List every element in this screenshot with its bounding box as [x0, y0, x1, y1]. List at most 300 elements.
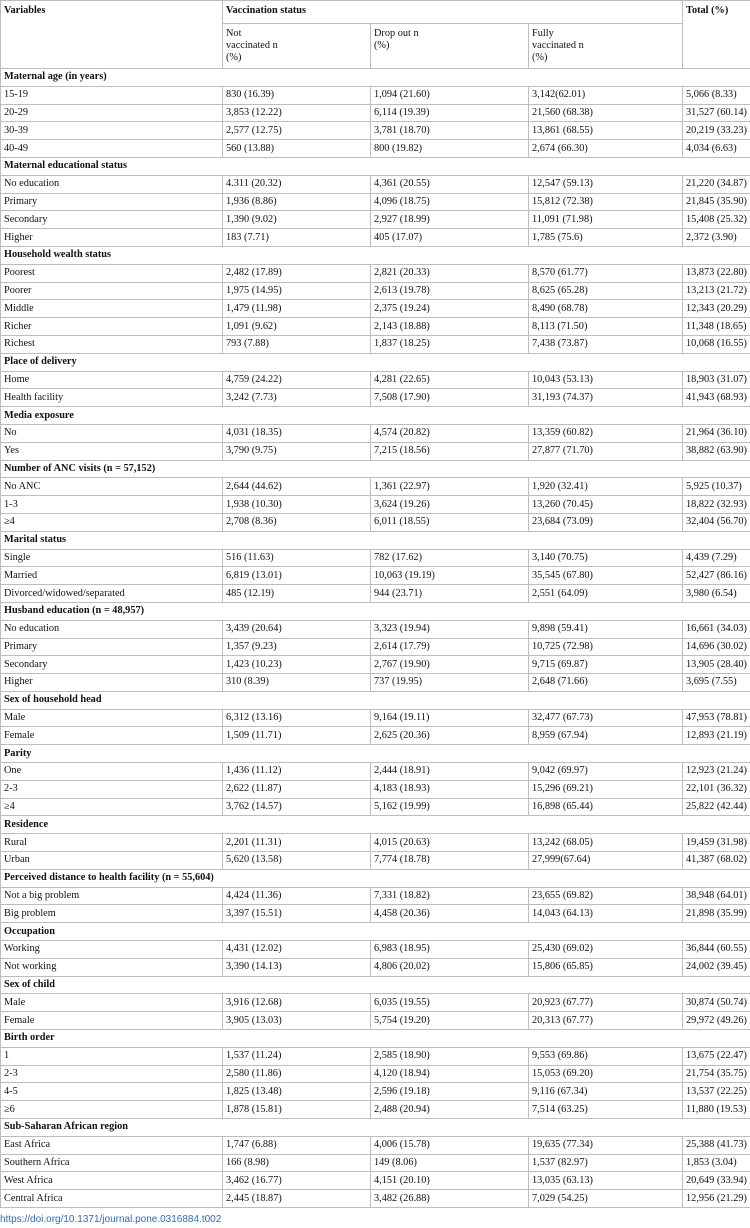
- cell-fully-vaccinated: 35,545 (67.80): [529, 567, 683, 585]
- cell-fully-vaccinated: 11,091 (71.98): [529, 211, 683, 229]
- row-label: ≥6: [1, 1101, 223, 1119]
- cell-fully-vaccinated: 16,898 (65.44): [529, 798, 683, 816]
- cell-not-vaccinated: 3,790 (9.75): [223, 442, 371, 460]
- cell-not-vaccinated: 1,509 (11.71): [223, 727, 371, 745]
- table-row: [1, 211, 750, 229]
- cell-drop-out: 2,143 (18.88): [371, 318, 529, 336]
- row-label: Female: [1, 727, 223, 745]
- cell-not-vaccinated: 1,423 (10.23): [223, 656, 371, 674]
- cell-total: 12,923 (21.24): [683, 763, 750, 781]
- cell-total: 21,845 (35.90): [683, 193, 750, 211]
- cell-drop-out: 6,983 (18.95): [371, 941, 529, 959]
- section-title: Media exposure: [1, 407, 750, 425]
- table-row: [1, 674, 750, 692]
- table-row: [1, 175, 750, 193]
- cell-drop-out: 6,035 (19.55): [371, 994, 529, 1012]
- section-header-row: [1, 353, 750, 371]
- cell-total: 10,068 (16.55): [683, 335, 750, 353]
- cell-drop-out: 5,754 (19.20): [371, 1012, 529, 1030]
- section-title: Occupation: [1, 923, 750, 941]
- row-label: No: [1, 424, 223, 442]
- cell-fully-vaccinated: 8,490 (68.78): [529, 300, 683, 318]
- section-title: Sex of household head: [1, 691, 750, 709]
- row-label: Single: [1, 549, 223, 567]
- table-row: [1, 282, 750, 300]
- cell-drop-out: 6,011 (18.55): [371, 513, 529, 531]
- cell-fully-vaccinated: 9,116 (67.34): [529, 1083, 683, 1101]
- cell-total: 13,675 (22.47): [683, 1047, 750, 1065]
- section-title: Residence: [1, 816, 750, 834]
- cell-fully-vaccinated: 1,785 (75.6): [529, 229, 683, 247]
- cell-fully-vaccinated: 10,043 (53.13): [529, 371, 683, 389]
- cell-drop-out: 1,094 (21.60): [371, 86, 529, 104]
- cell-fully-vaccinated: 3,142(62.01): [529, 86, 683, 104]
- cell-not-vaccinated: 485 (12.19): [223, 585, 371, 603]
- cell-drop-out: 4,120 (18.94): [371, 1065, 529, 1083]
- cell-not-vaccinated: 4,431 (12.02): [223, 941, 371, 959]
- row-label: Poorer: [1, 282, 223, 300]
- cell-not-vaccinated: 1,878 (15.81): [223, 1101, 371, 1119]
- section-header-row: [1, 745, 750, 763]
- cell-fully-vaccinated: 31,193 (74.37): [529, 389, 683, 407]
- table-row: [1, 727, 750, 745]
- cell-fully-vaccinated: 1,537 (82.97): [529, 1154, 683, 1172]
- cell-drop-out: 2,375 (19.24): [371, 300, 529, 318]
- cell-fully-vaccinated: 23,684 (73.09): [529, 513, 683, 531]
- cell-fully-vaccinated: 13,035 (63.13): [529, 1172, 683, 1190]
- cell-fully-vaccinated: 7,514 (63.25): [529, 1101, 683, 1119]
- cell-not-vaccinated: 3,397 (15.51): [223, 905, 371, 923]
- cell-total: 21,754 (35.75): [683, 1065, 750, 1083]
- cell-drop-out: 7,331 (18.82): [371, 887, 529, 905]
- cell-drop-out: 3,323 (19.94): [371, 620, 529, 638]
- table-row: [1, 513, 750, 531]
- cell-drop-out: 1,837 (18.25): [371, 335, 529, 353]
- cell-not-vaccinated: 1,938 (10.30): [223, 496, 371, 514]
- cell-drop-out: 737 (19.95): [371, 674, 529, 692]
- cell-total: 5,066 (8.33): [683, 86, 750, 104]
- cell-not-vaccinated: 2,482 (17.89): [223, 264, 371, 282]
- cell-drop-out: 7,215 (18.56): [371, 442, 529, 460]
- row-label: 30-39: [1, 122, 223, 140]
- row-label: Divorced/widowed/separated: [1, 585, 223, 603]
- cell-drop-out: 4,574 (20.82): [371, 424, 529, 442]
- table-row: [1, 229, 750, 247]
- cell-drop-out: 9,164 (19.11): [371, 709, 529, 727]
- row-label: 20-29: [1, 104, 223, 122]
- header-drop-out: Drop out n (%): [371, 24, 529, 69]
- cell-total: 12,956 (21.29): [683, 1190, 750, 1208]
- row-label: Primary: [1, 193, 223, 211]
- cell-drop-out: 2,596 (19.18): [371, 1083, 529, 1101]
- cell-total: 5,925 (10.37): [683, 478, 750, 496]
- table-row: [1, 140, 750, 158]
- row-label: Primary: [1, 638, 223, 656]
- row-label: 15-19: [1, 86, 223, 104]
- cell-fully-vaccinated: 13,861 (68.55): [529, 122, 683, 140]
- section-header-row: [1, 691, 750, 709]
- table-row: [1, 941, 750, 959]
- cell-fully-vaccinated: 10,725 (72.98): [529, 638, 683, 656]
- section-title: Maternal age (in years): [1, 69, 750, 87]
- cell-drop-out: 4,151 (20.10): [371, 1172, 529, 1190]
- cell-fully-vaccinated: 13,242 (68.05): [529, 834, 683, 852]
- section-header-row: [1, 246, 750, 264]
- cell-fully-vaccinated: 13,260 (70.45): [529, 496, 683, 514]
- section-title: Number of ANC visits (n = 57,152): [1, 460, 750, 478]
- table-row: [1, 371, 750, 389]
- table-row: [1, 1190, 750, 1208]
- cell-total: 24,002 (39.45): [683, 958, 750, 976]
- cell-total: 38,882 (63.90): [683, 442, 750, 460]
- table-row: [1, 780, 750, 798]
- cell-fully-vaccinated: 9,898 (59.41): [529, 620, 683, 638]
- cell-drop-out: 4,806 (20.02): [371, 958, 529, 976]
- cell-not-vaccinated: 5,620 (13.58): [223, 852, 371, 870]
- table-row: [1, 318, 750, 336]
- section-header-row: [1, 531, 750, 549]
- cell-total: 32,404 (56.70): [683, 513, 750, 531]
- cell-fully-vaccinated: 27,877 (71.70): [529, 442, 683, 460]
- cell-total: 14,696 (30.02): [683, 638, 750, 656]
- row-label: Higher: [1, 674, 223, 692]
- table-row: [1, 798, 750, 816]
- table-row: [1, 1047, 750, 1065]
- cell-drop-out: 4,006 (15.78): [371, 1136, 529, 1154]
- cell-not-vaccinated: 2,445 (18.87): [223, 1190, 371, 1208]
- cell-fully-vaccinated: 20,313 (67.77): [529, 1012, 683, 1030]
- table-row: [1, 1154, 750, 1172]
- cell-total: 13,873 (22.80): [683, 264, 750, 282]
- cell-not-vaccinated: 3,905 (13.03): [223, 1012, 371, 1030]
- cell-fully-vaccinated: 2,674 (66.30): [529, 140, 683, 158]
- cell-fully-vaccinated: 13,359 (60.82): [529, 424, 683, 442]
- row-label: ≥4: [1, 513, 223, 531]
- cell-drop-out: 3,624 (19.26): [371, 496, 529, 514]
- table-row: [1, 1083, 750, 1101]
- cell-total: 13,537 (22.25): [683, 1083, 750, 1101]
- cell-fully-vaccinated: 8,113 (71.50): [529, 318, 683, 336]
- cell-total: 18,822 (32.93): [683, 496, 750, 514]
- cell-total: 22,101 (36.32): [683, 780, 750, 798]
- cell-total: 13,213 (21.72): [683, 282, 750, 300]
- row-label: No ANC: [1, 478, 223, 496]
- row-label: Secondary: [1, 656, 223, 674]
- cell-not-vaccinated: 3,762 (14.57): [223, 798, 371, 816]
- row-label: West Africa: [1, 1172, 223, 1190]
- row-label: Health facility: [1, 389, 223, 407]
- cell-not-vaccinated: 1,936 (8.86): [223, 193, 371, 211]
- cell-total: 38,948 (64.01): [683, 887, 750, 905]
- row-label: One: [1, 763, 223, 781]
- cell-not-vaccinated: 166 (8.98): [223, 1154, 371, 1172]
- row-label: 1: [1, 1047, 223, 1065]
- cell-not-vaccinated: 3,439 (20.64): [223, 620, 371, 638]
- cell-total: 41,387 (68.02): [683, 852, 750, 870]
- cell-drop-out: 4,281 (22.65): [371, 371, 529, 389]
- cell-total: 12,343 (20.29): [683, 300, 750, 318]
- cell-total: 41,943 (68.93): [683, 389, 750, 407]
- section-title: Perceived distance to health facility (n = 55,604): [1, 869, 750, 887]
- cell-fully-vaccinated: 9,042 (69.97): [529, 763, 683, 781]
- row-label: Female: [1, 1012, 223, 1030]
- cell-not-vaccinated: 793 (7.88): [223, 335, 371, 353]
- cell-total: 11,348 (18.65): [683, 318, 750, 336]
- cell-total: 30,874 (50.74): [683, 994, 750, 1012]
- cell-drop-out: 782 (17.62): [371, 549, 529, 567]
- cell-total: 36,844 (60.55): [683, 941, 750, 959]
- table-row: [1, 1136, 750, 1154]
- cell-not-vaccinated: 1,390 (9.02): [223, 211, 371, 229]
- header-variables: Variables: [1, 1, 223, 69]
- cell-not-vaccinated: 2,644 (44.62): [223, 478, 371, 496]
- header-fully-vaccinated: Fully vaccinated n (%): [529, 24, 683, 69]
- cell-total: 31,527 (60.14): [683, 104, 750, 122]
- section-header-row: [1, 976, 750, 994]
- cell-not-vaccinated: 1,747 (6.88): [223, 1136, 371, 1154]
- cell-drop-out: 2,625 (20.36): [371, 727, 529, 745]
- row-label: Male: [1, 709, 223, 727]
- row-label: Male: [1, 994, 223, 1012]
- cell-fully-vaccinated: 7,438 (73.87): [529, 335, 683, 353]
- table-row: [1, 424, 750, 442]
- cell-fully-vaccinated: 20,923 (67.77): [529, 994, 683, 1012]
- cell-not-vaccinated: 6,819 (13.01): [223, 567, 371, 585]
- cell-drop-out: 2,821 (20.33): [371, 264, 529, 282]
- cell-total: 3,695 (7.55): [683, 674, 750, 692]
- cell-drop-out: 2,613 (19.78): [371, 282, 529, 300]
- cell-total: 15,408 (25.32): [683, 211, 750, 229]
- cell-drop-out: 10,063 (19.19): [371, 567, 529, 585]
- table-row: [1, 905, 750, 923]
- cell-drop-out: 4,096 (18.75): [371, 193, 529, 211]
- cell-fully-vaccinated: 2,648 (71.66): [529, 674, 683, 692]
- cell-total: 4,034 (6.63): [683, 140, 750, 158]
- cell-total: 29,972 (49.26): [683, 1012, 750, 1030]
- cell-fully-vaccinated: 15,296 (69.21): [529, 780, 683, 798]
- table-row: [1, 567, 750, 585]
- cell-drop-out: 2,585 (18.90): [371, 1047, 529, 1065]
- cell-drop-out: 800 (19.82): [371, 140, 529, 158]
- table-row: [1, 1172, 750, 1190]
- cell-drop-out: 4,183 (18.93): [371, 780, 529, 798]
- cell-total: 21,964 (36.10): [683, 424, 750, 442]
- cell-not-vaccinated: 183 (7.71): [223, 229, 371, 247]
- cell-not-vaccinated: 2,622 (11.87): [223, 780, 371, 798]
- row-label: Richer: [1, 318, 223, 336]
- doi-link[interactable]: https://doi.org/10.1371/journal.pone.0316884.t002: [0, 1214, 222, 1225]
- table-row: [1, 549, 750, 567]
- row-label: 1-3: [1, 496, 223, 514]
- cell-total: 25,822 (42.44): [683, 798, 750, 816]
- section-header-row: [1, 157, 750, 175]
- cell-not-vaccinated: 1,357 (9.23): [223, 638, 371, 656]
- cell-drop-out: 6,114 (19.39): [371, 104, 529, 122]
- cell-fully-vaccinated: 9,553 (69.86): [529, 1047, 683, 1065]
- cell-total: 12,893 (21.19): [683, 727, 750, 745]
- cell-total: 13,905 (28.40): [683, 656, 750, 674]
- cell-total: 18,903 (31.07): [683, 371, 750, 389]
- cell-not-vaccinated: 4,031 (18.35): [223, 424, 371, 442]
- header-total: Total (%): [683, 1, 750, 69]
- cell-fully-vaccinated: 23,655 (69.82): [529, 887, 683, 905]
- cell-not-vaccinated: 3,916 (12.68): [223, 994, 371, 1012]
- row-label: Central Africa: [1, 1190, 223, 1208]
- row-label: Not working: [1, 958, 223, 976]
- cell-drop-out: 3,482 (26.88): [371, 1190, 529, 1208]
- cell-drop-out: 7,774 (18.78): [371, 852, 529, 870]
- row-label: 40-49: [1, 140, 223, 158]
- row-label: Middle: [1, 300, 223, 318]
- cell-drop-out: 2,488 (20.94): [371, 1101, 529, 1119]
- cell-not-vaccinated: 1,537 (11.24): [223, 1047, 371, 1065]
- row-label: ≥4: [1, 798, 223, 816]
- row-label: Married: [1, 567, 223, 585]
- cell-fully-vaccinated: 12,547 (59.13): [529, 175, 683, 193]
- cell-drop-out: 149 (8.06): [371, 1154, 529, 1172]
- cell-fully-vaccinated: 15,053 (69.20): [529, 1065, 683, 1083]
- cell-not-vaccinated: 830 (16.39): [223, 86, 371, 104]
- cell-drop-out: 5,162 (19.99): [371, 798, 529, 816]
- table-row: [1, 442, 750, 460]
- row-label: Poorest: [1, 264, 223, 282]
- table-row: [1, 656, 750, 674]
- section-title: Parity: [1, 745, 750, 763]
- table-row: [1, 300, 750, 318]
- header-not-vaccinated: Not vaccinated n (%): [223, 24, 371, 69]
- section-header-row: [1, 69, 750, 87]
- cell-fully-vaccinated: 19,635 (77.34): [529, 1136, 683, 1154]
- section-header-row: [1, 869, 750, 887]
- cell-total: 20,649 (33.94): [683, 1172, 750, 1190]
- cell-total: 20,219 (33.23): [683, 122, 750, 140]
- cell-not-vaccinated: 1,091 (9.62): [223, 318, 371, 336]
- cell-fully-vaccinated: 14,043 (64.13): [529, 905, 683, 923]
- section-header-row: [1, 602, 750, 620]
- table-row: [1, 763, 750, 781]
- cell-total: 1,853 (3.04): [683, 1154, 750, 1172]
- cell-fully-vaccinated: 2,551 (64.09): [529, 585, 683, 603]
- table-row: [1, 709, 750, 727]
- cell-total: 16,661 (34.03): [683, 620, 750, 638]
- table-row: [1, 496, 750, 514]
- cell-not-vaccinated: 3,242 (7.73): [223, 389, 371, 407]
- section-header-row: [1, 1030, 750, 1048]
- table-body: [1, 69, 750, 1208]
- cell-not-vaccinated: 1,825 (13.48): [223, 1083, 371, 1101]
- table-row: [1, 478, 750, 496]
- cell-drop-out: 1,361 (22.97): [371, 478, 529, 496]
- section-title: Household wealth status: [1, 246, 750, 264]
- cell-drop-out: 405 (17.07): [371, 229, 529, 247]
- row-label: Not a big problem: [1, 887, 223, 905]
- cell-total: 2,372 (3.90): [683, 229, 750, 247]
- section-title: Husband education (n = 48,957): [1, 602, 750, 620]
- table-row: [1, 122, 750, 140]
- section-title: Marital status: [1, 531, 750, 549]
- row-label: Richest: [1, 335, 223, 353]
- cell-total: 52,427 (86.16): [683, 567, 750, 585]
- table-row: [1, 1065, 750, 1083]
- table-row: [1, 585, 750, 603]
- table-row: [1, 620, 750, 638]
- cell-drop-out: 7,508 (17.90): [371, 389, 529, 407]
- row-label: Secondary: [1, 211, 223, 229]
- cell-drop-out: 2,614 (17.79): [371, 638, 529, 656]
- row-label: Southern Africa: [1, 1154, 223, 1172]
- cell-fully-vaccinated: 8,570 (61.77): [529, 264, 683, 282]
- table-row: [1, 887, 750, 905]
- cell-fully-vaccinated: 25,430 (69.02): [529, 941, 683, 959]
- cell-fully-vaccinated: 8,959 (67.94): [529, 727, 683, 745]
- cell-not-vaccinated: 6,312 (13.16): [223, 709, 371, 727]
- cell-not-vaccinated: 4.311 (20.32): [223, 175, 371, 193]
- section-title: Maternal educational status: [1, 157, 750, 175]
- row-label: Rural: [1, 834, 223, 852]
- cell-fully-vaccinated: 27,999(67.64): [529, 852, 683, 870]
- cell-not-vaccinated: 310 (8.39): [223, 674, 371, 692]
- cell-not-vaccinated: 1,436 (11.12): [223, 763, 371, 781]
- row-label: East Africa: [1, 1136, 223, 1154]
- cell-fully-vaccinated: 15,812 (72.38): [529, 193, 683, 211]
- section-title: Sex of child: [1, 976, 750, 994]
- section-header-row: [1, 816, 750, 834]
- table-row: [1, 264, 750, 282]
- cell-total: 21,220 (34.87): [683, 175, 750, 193]
- row-label: Yes: [1, 442, 223, 460]
- cell-fully-vaccinated: 1,920 (32.41): [529, 478, 683, 496]
- row-label: Working: [1, 941, 223, 959]
- table-row: [1, 1101, 750, 1119]
- cell-not-vaccinated: 560 (13.88): [223, 140, 371, 158]
- cell-drop-out: 4,458 (20.36): [371, 905, 529, 923]
- table-row: [1, 834, 750, 852]
- section-title: Place of delivery: [1, 353, 750, 371]
- cell-not-vaccinated: 2,580 (11.86): [223, 1065, 371, 1083]
- cell-drop-out: 2,444 (18.91): [371, 763, 529, 781]
- cell-not-vaccinated: 1,975 (14.95): [223, 282, 371, 300]
- row-label: Higher: [1, 229, 223, 247]
- table-row: [1, 193, 750, 211]
- row-label: 4-5: [1, 1083, 223, 1101]
- cell-total: 3,980 (6.54): [683, 585, 750, 603]
- table-row: [1, 852, 750, 870]
- table-row: [1, 104, 750, 122]
- cell-fully-vaccinated: 15,806 (65.85): [529, 958, 683, 976]
- cell-drop-out: 2,927 (18.99): [371, 211, 529, 229]
- cell-total: 11,880 (19.53): [683, 1101, 750, 1119]
- cell-drop-out: 3,781 (18.70): [371, 122, 529, 140]
- cell-not-vaccinated: 3,853 (12.22): [223, 104, 371, 122]
- table-row: [1, 86, 750, 104]
- cell-not-vaccinated: 2,577 (12.75): [223, 122, 371, 140]
- row-label: Big problem: [1, 905, 223, 923]
- cell-total: 4,439 (7.29): [683, 549, 750, 567]
- cell-not-vaccinated: 3,390 (14.13): [223, 958, 371, 976]
- table-row: [1, 994, 750, 1012]
- cell-drop-out: 4,015 (20.63): [371, 834, 529, 852]
- section-header-row: [1, 407, 750, 425]
- cell-not-vaccinated: 1,479 (11.98): [223, 300, 371, 318]
- section-header-row: [1, 923, 750, 941]
- cell-total: 25,388 (41.73): [683, 1136, 750, 1154]
- cell-not-vaccinated: 2,708 (8.36): [223, 513, 371, 531]
- row-label: 2-3: [1, 780, 223, 798]
- cell-not-vaccinated: 2,201 (11.31): [223, 834, 371, 852]
- table-row: [1, 335, 750, 353]
- cell-fully-vaccinated: 21,560 (68.38): [529, 104, 683, 122]
- cell-fully-vaccinated: 9,715 (69.87): [529, 656, 683, 674]
